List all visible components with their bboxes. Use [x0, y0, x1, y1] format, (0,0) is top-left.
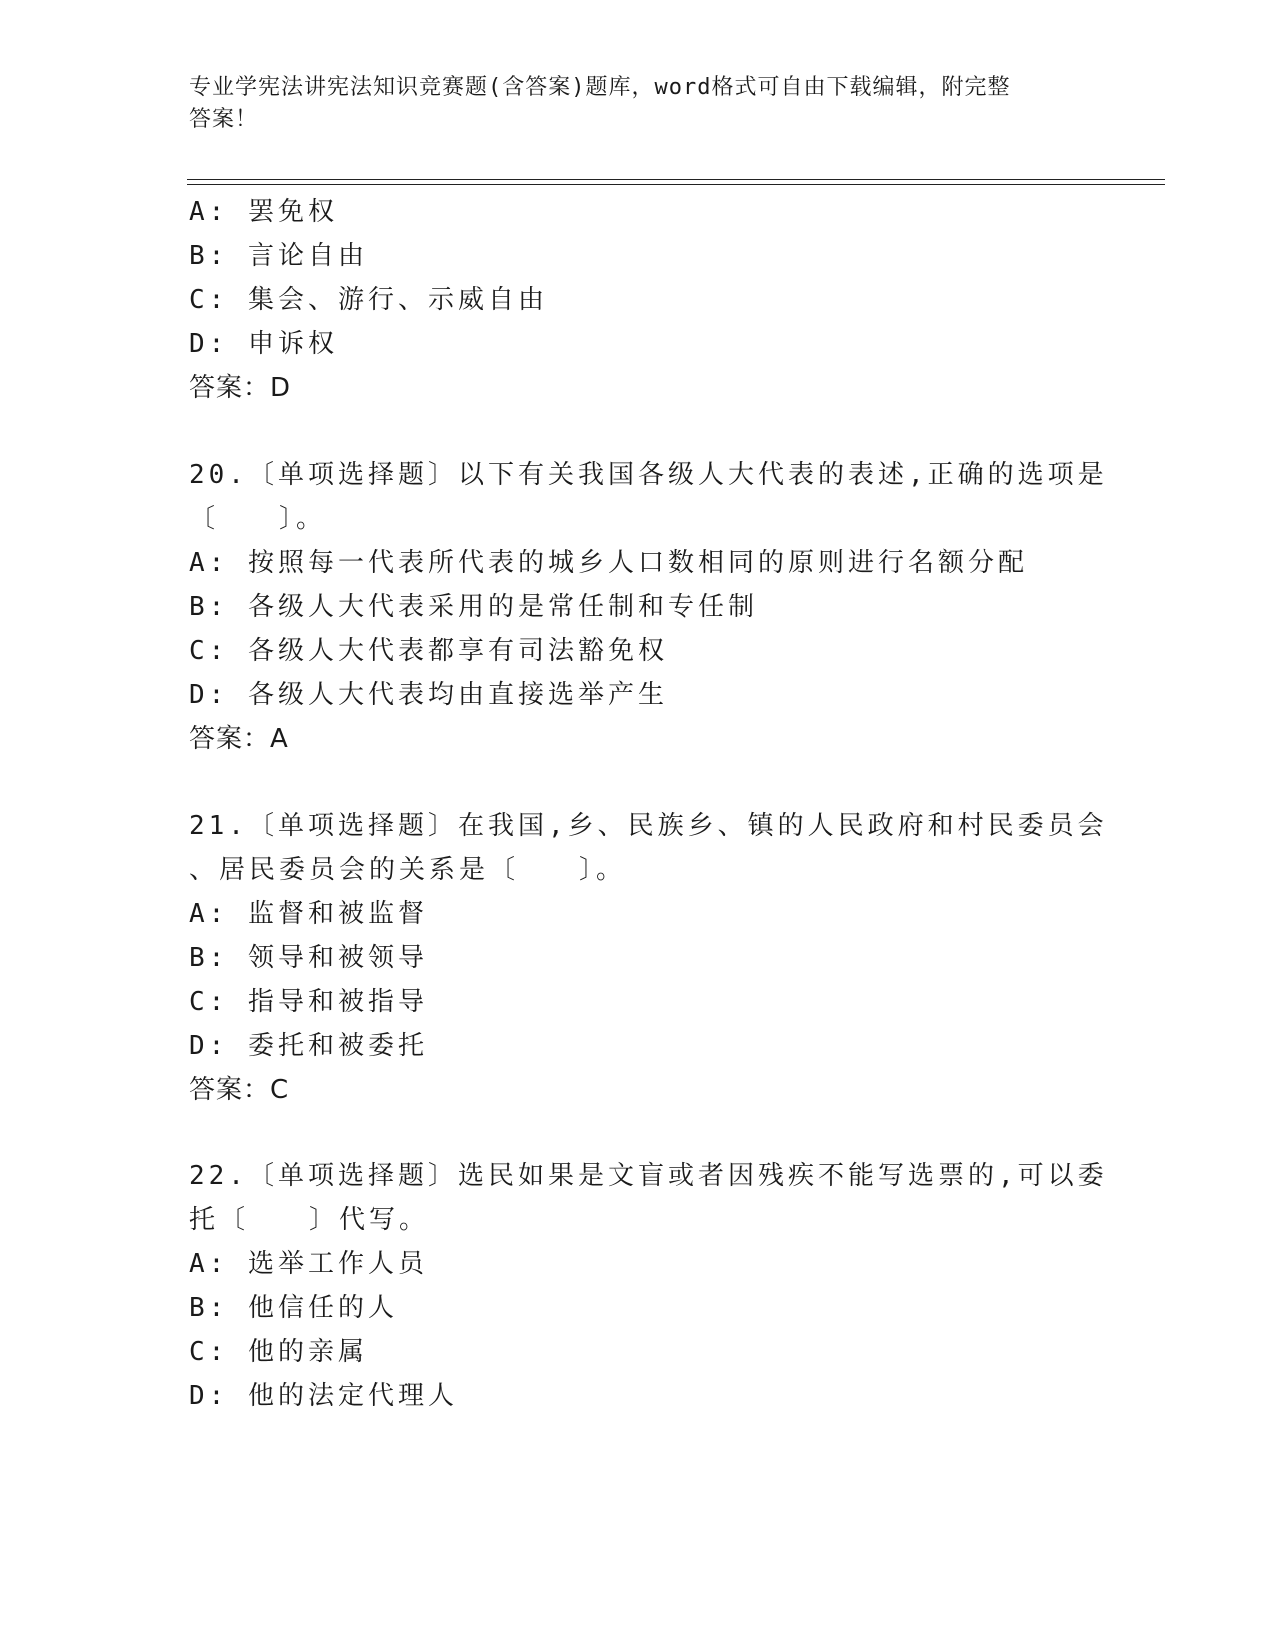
- q19-option-d: D: 申诉权: [189, 329, 338, 359]
- q20-stem-line-1: 20.〔单项选择题〕以下有关我国各级人大代表的表述,正确的选项是: [189, 460, 1108, 490]
- document-header: [189, 72, 1079, 136]
- q22-option-b: B: 他信任的人: [189, 1293, 398, 1323]
- q21-stem-line-2: 、居民委员会的关系是〔 〕。: [189, 855, 627, 885]
- q20-option-a: A: 按照每一代表所代表的城乡人口数相同的原则进行名额分配: [189, 548, 1028, 578]
- q20-option-d: D: 各级人大代表均由直接选举产生: [189, 680, 668, 710]
- q19-option-b: B: 言论自由: [189, 241, 368, 271]
- q19-option-a: A: 罢免权: [189, 197, 338, 227]
- q22-option-d: D: 他的法定代理人: [189, 1381, 458, 1411]
- q21-stem-line-1: 21.〔单项选择题〕在我国,乡、民族乡、镇的人民政府和村民委员会: [189, 811, 1108, 841]
- header-line-2: 答案！: [189, 107, 259, 132]
- q21-option-c: C: 指导和被指导: [189, 987, 428, 1017]
- q21-answer: 答案：C: [189, 1075, 290, 1105]
- q22-stem-line-2: 托〔 〕代写。: [189, 1205, 430, 1235]
- q21-option-b: B: 领导和被领导: [189, 943, 428, 973]
- q20-answer: 答案：A: [189, 724, 289, 754]
- q20-option-b: B: 各级人大代表采用的是常任制和专任制: [189, 592, 758, 622]
- q22-option-a: A: 选举工作人员: [189, 1249, 428, 1279]
- q19-option-c: C: 集会、游行、示威自由: [189, 285, 548, 315]
- q21-option-a: A: 监督和被监督: [189, 899, 428, 929]
- q20-option-c: C: 各级人大代表都享有司法豁免权: [189, 636, 668, 666]
- q19-answer: 答案：D: [189, 373, 292, 403]
- header-divider-top: [187, 179, 1165, 180]
- q22-option-c: C: 他的亲属: [189, 1337, 368, 1367]
- header-divider-bottom: [187, 184, 1165, 185]
- q20-stem-line-2: 〔 〕。: [189, 504, 327, 534]
- header-line-1: 专业学宪法讲宪法知识竞赛题(含答案)题库，word格式可自由下载编辑，附完整: [189, 75, 1011, 100]
- q22-stem-line-1: 22.〔单项选择题〕选民如果是文盲或者因残疾不能写选票的,可以委: [189, 1161, 1108, 1191]
- q21-option-d: D: 委托和被委托: [189, 1031, 428, 1061]
